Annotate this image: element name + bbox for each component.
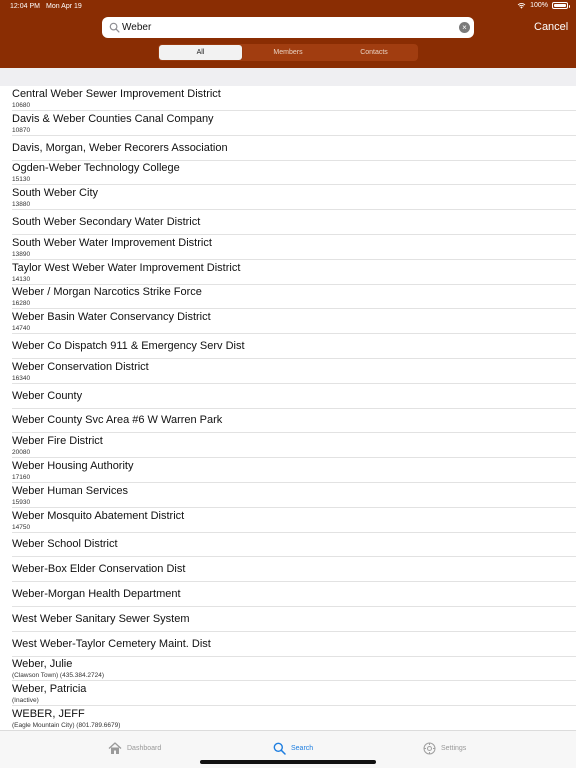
battery-percent: 100%	[530, 2, 548, 9]
tab-search-label: Search	[291, 744, 314, 752]
result-subtitle: (Clawson Town) (435.384.2724)	[12, 672, 105, 680]
result-title: Weber Co Dispatch 911 & Emergency Serv Dist	[12, 340, 245, 352]
result-row[interactable]	[0, 185, 576, 210]
home-indicator	[200, 760, 376, 764]
result-row[interactable]	[0, 160, 576, 185]
result-row[interactable]	[0, 433, 576, 458]
scope-segmented-control	[158, 44, 418, 61]
result-title: Weber Human Services	[12, 484, 128, 497]
result-title: Weber Conservation District	[12, 360, 149, 373]
result-title: Weber / Morgan Narcotics Strike Force	[12, 286, 202, 299]
result-row[interactable]	[0, 284, 576, 309]
result-title: Davis & Weber Counties Canal Company	[12, 112, 214, 125]
result-subtitle: 15930	[12, 498, 31, 506]
result-row[interactable]	[0, 384, 576, 409]
result-subtitle: 14740	[12, 325, 31, 333]
cancel-button[interactable]: Cancel	[534, 21, 569, 33]
result-row[interactable]	[0, 508, 576, 533]
tab-dashboard[interactable]	[108, 740, 161, 756]
result-row[interactable]	[0, 309, 576, 334]
result-title: WEBER, JEFF	[12, 708, 85, 720]
search-icon	[109, 22, 120, 33]
result-title: Taylor West Weber Water Improvement District	[12, 261, 241, 274]
result-subtitle: 20080	[12, 449, 31, 457]
result-row[interactable]	[0, 532, 576, 557]
result-title: West Weber Sanitary Sewer System	[12, 612, 190, 625]
result-row[interactable]	[0, 235, 576, 260]
search-field[interactable]	[102, 17, 474, 38]
result-subtitle: 10680	[12, 102, 31, 109]
segment-all[interactable]: All	[159, 45, 242, 60]
result-row[interactable]	[0, 408, 576, 433]
result-title: Weber Fire District	[12, 435, 103, 448]
result-row[interactable]	[0, 111, 576, 136]
list-top-gap	[0, 68, 576, 86]
result-row[interactable]	[0, 86, 576, 111]
gear-icon	[423, 742, 436, 755]
house-icon	[108, 742, 122, 755]
result-title: Weber-Box Elder Conservation Dist	[12, 563, 186, 576]
status-time: 12:04 PM	[10, 3, 40, 10]
tab-search[interactable]	[273, 740, 313, 756]
wifi-icon	[517, 2, 526, 9]
result-title: Weber County Svc Area #6 W Warren Park	[12, 414, 223, 427]
status-indicators	[517, 2, 568, 9]
result-row[interactable]	[0, 557, 576, 582]
result-subtitle: 13890	[12, 250, 31, 258]
clear-search-icon[interactable]: ×	[459, 22, 470, 33]
search-input[interactable]	[120, 17, 450, 38]
result-row[interactable]	[0, 210, 576, 235]
result-subtitle: (Inactive)	[12, 697, 39, 705]
result-row[interactable]	[0, 458, 576, 483]
result-title: Weber, Patricia	[12, 683, 87, 696]
tab-dashboard-label: Dashboard	[127, 744, 162, 752]
result-row[interactable]	[0, 632, 576, 657]
result-title: Weber, Julie	[12, 658, 73, 671]
search-icon	[273, 742, 286, 755]
result-row[interactable]	[0, 706, 576, 730]
tab-settings-label: Settings	[441, 744, 467, 752]
result-row[interactable]	[0, 607, 576, 632]
result-title: Davis, Morgan, Weber Recorers Association	[12, 141, 228, 154]
battery-icon	[552, 2, 568, 9]
result-title: South Weber City	[12, 187, 99, 200]
result-subtitle: 16280	[12, 300, 31, 308]
result-title: Central Weber Sewer Improvement District	[12, 88, 221, 100]
result-title: Weber Basin Water Conservancy District	[12, 311, 211, 324]
result-row[interactable]	[0, 359, 576, 384]
result-title: Weber Mosquito Abatement District	[12, 509, 185, 522]
segment-members[interactable]: Members	[273, 49, 303, 56]
result-subtitle: (Eagle Mountain City) (801.789.6679)	[12, 722, 121, 729]
result-title: Weber Housing Authority	[12, 460, 134, 472]
result-subtitle: 13880	[12, 201, 31, 209]
result-subtitle: 14130	[12, 275, 31, 283]
result-row[interactable]	[0, 656, 576, 681]
result-row[interactable]	[0, 260, 576, 285]
result-row[interactable]	[0, 136, 576, 161]
result-title: Weber-Morgan Health Department	[12, 588, 181, 600]
result-subtitle: 10870	[12, 126, 31, 134]
app-header	[0, 0, 576, 68]
result-title: Ogden-Weber Technology College	[12, 162, 180, 175]
result-row[interactable]	[0, 483, 576, 508]
result-row[interactable]	[0, 681, 576, 706]
result-title: Weber School District	[12, 538, 118, 551]
result-title: South Weber Secondary Water District	[12, 216, 201, 228]
result-subtitle: 14750	[12, 523, 31, 531]
segment-contacts[interactable]: Contacts	[360, 49, 388, 56]
result-row[interactable]	[0, 334, 576, 359]
status-date: Mon Apr 19	[46, 3, 82, 10]
result-title: Weber County	[12, 389, 83, 402]
result-title: West Weber-Taylor Cemetery Maint. Dist	[12, 637, 211, 650]
result-subtitle: 16340	[12, 374, 31, 382]
status-bar	[0, 0, 576, 14]
result-row[interactable]	[0, 582, 576, 607]
result-subtitle: 15130	[12, 176, 31, 184]
results-list[interactable]	[0, 86, 576, 730]
result-title: South Weber Water Improvement District	[12, 236, 212, 249]
tab-settings[interactable]	[423, 740, 466, 756]
result-subtitle: 17160	[12, 474, 31, 481]
